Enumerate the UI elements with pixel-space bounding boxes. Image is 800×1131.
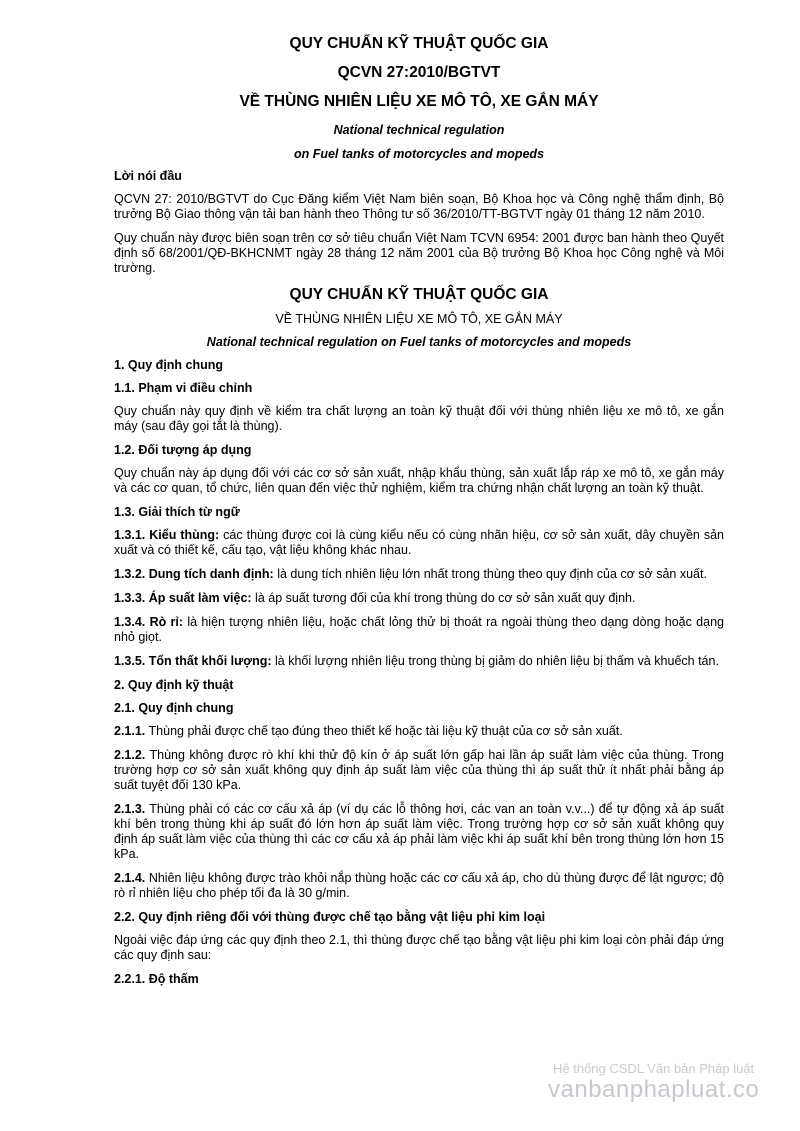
definition-text: là dung tích nhiên liệu lớn nhất trong thùng theo quy định của cơ sở sản xuất. [273, 567, 707, 581]
clause-2-1-4 [114, 871, 724, 901]
clause-2-1-1 [114, 724, 724, 739]
doc-title-en-2: on Fuel tanks of motorcycles and mopeds [293, 147, 545, 161]
section-2-2-1-heading: 2.2.1. Độ thấm [114, 972, 199, 986]
watermark-site: vanbanphapluat.co [548, 1076, 760, 1103]
clause-text: Nhiên liệu không được trào khỏi nắp thùng hoặc các cơ cấu xả áp, cho dù thùng được để lật ngược; độ rò rỉ nhiên liệu cho phép tối đa là 30 g/min. [114, 871, 724, 900]
clause-text: Thùng không được rò khí khi thử độ kín ở áp suất lớn gấp hai lần áp suất làm việc của thùng. Trong trường hợp cơ sở sản xuất không quy định áp suất làm việc của thùng thì áp suất thử ít nhất phải bằng áp suất tuyệt đối 130 kPa. [114, 748, 724, 792]
main-subtitle: VỀ THÙNG NHIÊN LIỆU XE MÔ TÔ, XE GẮN MÁY [275, 312, 563, 326]
clause-number: 2.1.1. [114, 724, 146, 738]
definition-1-3-1 [114, 528, 724, 558]
watermark-caption: Hệ thống CSDL Văn bản Pháp luật [553, 1061, 755, 1076]
definition-1-3-5 [114, 654, 724, 669]
section-1-1-heading: 1.1. Phạm vi điều chỉnh [114, 381, 253, 395]
doc-code: QCVN 27:2010/BGTVT [337, 64, 501, 81]
section-2-2-text: Ngoài việc đáp ứng các quy định theo 2.1, thì thùng được chế tạo bằng vật liệu phi kim loại còn phải đáp ứng các quy định sau: [114, 933, 724, 962]
section-1-1-text: Quy chuẩn này quy định về kiểm tra chất lượng an toàn kỹ thuật đối với thùng nhiên liệu xe mô tô, xe gắn máy (sau đây gọi tắt là thùng). [114, 404, 724, 433]
clause-text: Thùng phải có các cơ cấu xả áp (ví dụ các lỗ thông hơi, các van an toàn v.v...) để tự động xả áp suất khí bên trong thùng khi áp suất đó lớn hơn áp suất làm việc. Trong trường hợp cơ sở sản xuất không quy định áp suất làm việc của thùng thì các cơ cấu xả áp phải làm việc khi áp suất khí bên trong thùng lớn hơn 15 kPa. [114, 802, 724, 861]
definition-term: 1.3.5. Tổn thất khối lượng: [114, 654, 272, 668]
section-2-2-heading: 2.2. Quy định riêng đối với thùng được chế tạo bằng vật liệu phi kim loại [114, 910, 546, 924]
definition-1-3-3 [114, 591, 724, 606]
definition-term: 1.3.3. Áp suất làm việc: [114, 591, 252, 605]
section-1-2-text: Quy chuẩn này áp dụng đối với các cơ sở sản xuất, nhập khẩu thùng, sản xuất lắp ráp xe mô tô, xe gắn máy và các cơ quan, tổ chức, liên quan đến việc thử nghiệm, kiểm tra chứng nhận chất lượng an toàn kỹ thuật. [114, 466, 724, 495]
main-title-en: National technical regulation on Fuel tanks of motorcycles and mopeds [206, 335, 632, 349]
definition-1-3-4 [114, 615, 724, 645]
definition-text: là khối lượng nhiên liệu trong thùng bị giảm do nhiên liệu bị thấm và khuếch tán. [271, 654, 719, 668]
clause-number: 2.1.2. [114, 748, 146, 762]
section-1-2-heading: 1.2. Đối tượng áp dụng [114, 443, 252, 457]
main-title: QUY CHUẨN KỸ THUẬT QUỐC GIA [289, 286, 549, 303]
clause-text: Thùng phải được chế tạo đúng theo thiết kế hoặc tài liệu kỹ thuật của cơ sở sản xuất. [145, 724, 623, 738]
foreword-heading: Lời nói đầu [114, 169, 182, 183]
definition-term: 1.3.2. Dung tích danh định: [114, 567, 274, 581]
section-2-heading: 2. Quy định kỹ thuật [114, 678, 234, 692]
foreword-paragraph-1: QCVN 27: 2010/BGTVT do Cục Đăng kiểm Việt Nam biên soạn, Bộ Khoa học và Công nghệ thẩm định, Bộ trưởng Bộ Giao thông vận tải ban hành theo Thông tư số 36/2010/TT-BGTVT ngày 01 tháng 12 năm 2010. [114, 192, 724, 221]
definition-text: các thùng được coi là cùng kiểu nếu có cùng nhãn hiệu, cơ sở sản xuất, dây chuyền sản xuất và có thiết kế, cấu tạo, vật liệu không khác nhau. [114, 528, 724, 557]
doc-title-1: QUY CHUẨN KỸ THUẬT QUỐC GIA [289, 35, 549, 52]
definition-term: 1.3.1. Kiểu thùng: [114, 528, 220, 542]
document-page [114, 34, 724, 995]
section-1-3-heading: 1.3. Giải thích từ ngữ [114, 505, 240, 519]
doc-title-3: VỀ THÙNG NHIÊN LIỆU XE MÔ TÔ, XE GẮN MÁY [239, 93, 599, 110]
doc-title-en-1: National technical regulation [333, 123, 505, 137]
section-2-1-heading: 2.1. Quy định chung [114, 701, 234, 715]
section-1-heading: 1. Quy định chung [114, 358, 224, 372]
definition-term: 1.3.4. Rò rỉ: [114, 615, 184, 629]
clause-number: 2.1.3. [114, 802, 146, 816]
definition-text: là áp suất tương đối của khí trong thùng do cơ sở sản xuất quy định. [251, 591, 636, 605]
foreword-paragraph-2: Quy chuẩn này được biên soạn trên cơ sở tiêu chuẩn Việt Nam TCVN 6954: 2001 được ban hành theo Quyết định số 68/2001/QĐ-BKHCNMT ngày 28 tháng 12 năm 2001 của Bộ trưởng Bộ Khoa học Công nghệ và Môi trường. [114, 231, 724, 275]
definition-1-3-2 [114, 567, 724, 582]
definition-text: là hiện tượng nhiên liệu, hoặc chất lỏng thử bị thoát ra ngoài thùng theo dạng dòng hoặc dạng nhỏ giọt. [114, 615, 724, 644]
clause-number: 2.1.4. [114, 871, 146, 885]
clause-2-1-3 [114, 802, 724, 862]
clause-2-1-2 [114, 748, 724, 793]
